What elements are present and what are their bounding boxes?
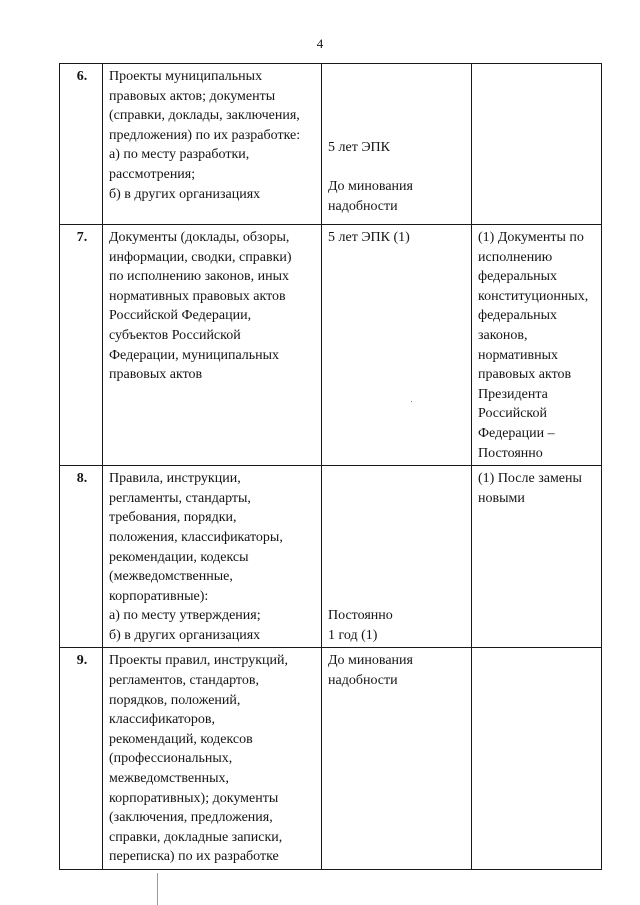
note-line: (1) Документы по <box>478 230 584 245</box>
document-line: требования, порядки, <box>109 510 237 526</box>
document-line: классификаторов, <box>109 712 215 728</box>
document-line: предложения) по их разработке: <box>109 127 301 143</box>
document-line: б) в других организациях <box>109 186 261 202</box>
document-line: информации, сводки, справки) <box>109 249 292 265</box>
document-line: корпоративных); документы <box>109 790 279 806</box>
document-line: (межведомственные, <box>109 569 233 585</box>
article-number: 9. <box>60 648 103 870</box>
document-line: рекомендаций, кодексов <box>109 731 253 747</box>
note-line: исполнению <box>478 249 553 265</box>
note-line: Постоянно <box>478 445 543 461</box>
scan-edge-line <box>157 873 158 905</box>
document-line: а) по месту утверждения; <box>109 608 261 624</box>
document-line: субъектов Российской <box>109 327 241 343</box>
article-number: 7. <box>60 225 103 466</box>
term-line: До минования <box>328 653 413 669</box>
note-line: конституционных, <box>478 288 589 304</box>
document-line: порядков, положений, <box>109 692 241 708</box>
note-line: нормативных <box>478 347 559 363</box>
document-line: Правила, инструкции, <box>109 471 241 487</box>
note-line: федеральных <box>478 269 558 285</box>
scan-speck <box>411 401 412 402</box>
document-line: (заключения, предложения, <box>109 810 273 826</box>
document-line: межведомственных, <box>109 771 229 787</box>
term-line: надобности <box>328 673 398 689</box>
document-type-cell <box>103 225 322 466</box>
document-line: переписка) по их разработке <box>109 849 279 865</box>
document-line: регламентов, стандартов, <box>109 673 259 689</box>
retention-term-cell <box>322 64 472 225</box>
document-type-cell <box>103 64 322 225</box>
document-line: Проекты правил, инструкций, <box>109 653 289 669</box>
table-row <box>60 466 602 648</box>
retention-term-cell <box>322 225 472 466</box>
document-line: регламенты, стандарты, <box>109 490 251 506</box>
term-line: 5 лет ЭПК <box>328 139 391 155</box>
note-cell <box>472 466 602 648</box>
note-line: новыми <box>478 490 525 506</box>
document-line: (справки, доклады, заключения, <box>109 108 300 124</box>
records-retention-table <box>59 63 602 870</box>
document-line: справки, докладные записки, <box>109 829 283 845</box>
document-line: правовых актов; документы <box>109 88 276 104</box>
document-line: б) в других организациях <box>109 627 261 643</box>
retention-term-cell <box>322 466 472 648</box>
note-line: Российской <box>478 406 547 422</box>
article-number: 8. <box>60 466 103 648</box>
table-row <box>60 648 602 870</box>
note-line: федеральных <box>478 308 558 324</box>
document-line: Российской Федерации, <box>109 308 252 324</box>
document-line: Документы (доклады, обзоры, <box>109 230 290 245</box>
document-type-cell <box>103 648 322 870</box>
note-cell <box>472 64 602 225</box>
note-line: Президента <box>478 386 548 402</box>
document-line: рекомендации, кодексы <box>109 549 249 565</box>
document-line: Федерации, муниципальных <box>109 347 280 363</box>
document-line: по исполнению законов, иных <box>109 269 289 285</box>
note-line: Федерации – <box>478 425 555 441</box>
note-cell <box>472 648 602 870</box>
page-number: 4 <box>316 36 324 51</box>
term-line: надобности <box>328 198 398 214</box>
note-line: правовых актов <box>478 367 572 383</box>
table-row <box>60 64 602 225</box>
note-line: законов, <box>478 327 528 343</box>
document-line: рассмотрения; <box>109 166 196 182</box>
term-line: Постоянно <box>328 608 393 624</box>
article-number: 6. <box>60 64 103 225</box>
document-line: правовых актов <box>109 367 203 383</box>
document-line: нормативных правовых актов <box>109 288 286 304</box>
note-cell <box>472 225 602 466</box>
document-type-cell <box>103 466 322 648</box>
document-line: (профессиональных, <box>109 751 233 767</box>
term-line: 5 лет ЭПК (1) <box>328 230 410 245</box>
document-line: корпоративные): <box>109 588 209 604</box>
document-line: а) по месту разработки, <box>109 147 250 163</box>
term-line: 1 год (1) <box>328 627 378 643</box>
table-row <box>60 225 602 466</box>
retention-term-cell <box>322 648 472 870</box>
term-line: До минования <box>328 178 413 194</box>
document-line: положения, классификаторы, <box>109 529 283 545</box>
document-line: Проекты муниципальных <box>109 69 263 84</box>
note-line: (1) После замены <box>478 471 582 487</box>
